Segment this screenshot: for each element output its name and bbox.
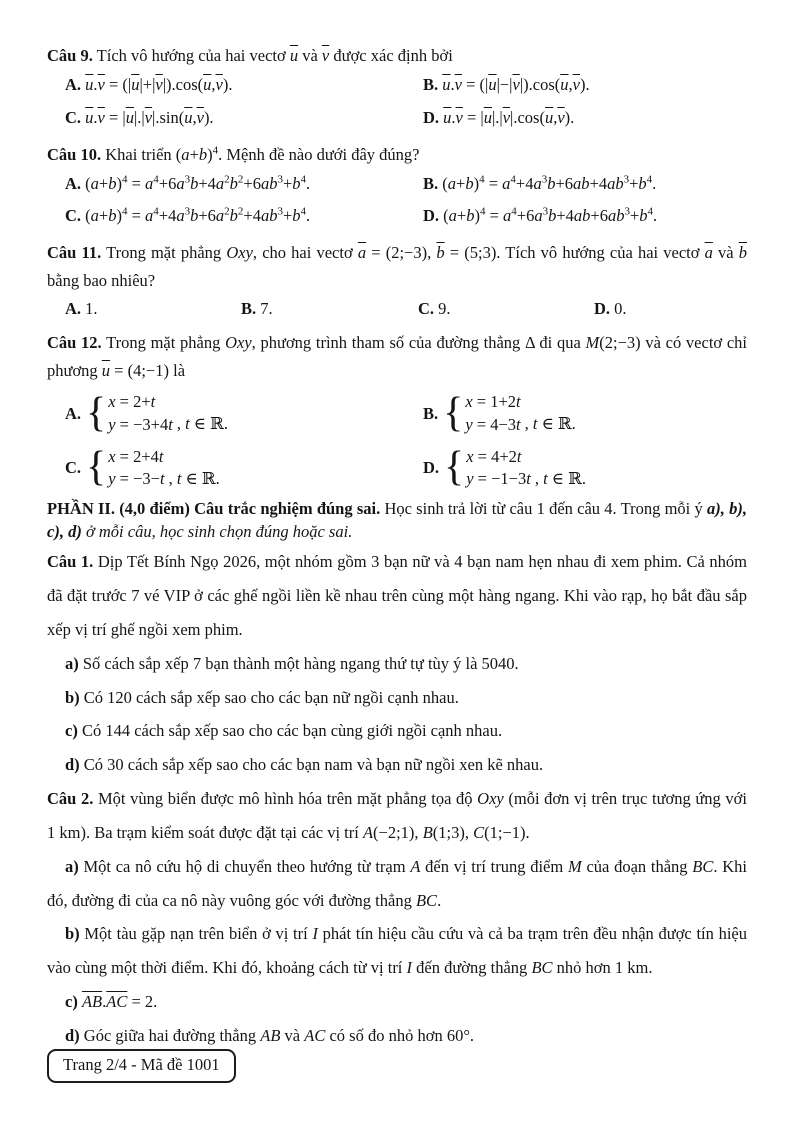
option-math: $(a+b)^4 = a^4+6a^3b+4a^2b^2+6ab^3+b^4$.: [85, 173, 311, 193]
option-label: B.: [423, 74, 439, 94]
option-math: $\overline{u}.\overline{v} = |\overline{u}|.|\overline{v}|.\sin(\overline{u},\overline{v})$.: [85, 107, 214, 127]
part2-question-2: [47, 782, 747, 1053]
page-footer-box: [47, 1049, 236, 1083]
option-math: $(a+b)^4 = a^4+4a^3b+6ab+4ab^3+b^4$.: [442, 173, 657, 193]
left-brace: {: [86, 389, 107, 436]
equation-system: [466, 446, 531, 491]
parameter-domain: , t ∈ ℝ.: [176, 414, 228, 434]
question-9: [47, 42, 747, 133]
question-12-heading: Câu 12. Trong mặt phẳng Oxy, phương trình tham số của đường thẳng Δ đi qua M(2;−3) và có vectơ chỉ phương $\overline{u}$ = (4;−1) là: [47, 333, 748, 381]
question-11-option-a: [65, 295, 241, 323]
equation-x: x = 2+4t: [108, 447, 164, 467]
question-12-option-a: [65, 391, 423, 436]
question-12-options: [47, 391, 747, 490]
equation-system: [465, 391, 520, 436]
part2-question-2-item-d: d) Góc giữa hai đường thẳng AB và AC có số đo nhỏ hơn 60°.: [65, 1025, 475, 1045]
question-11-option-c: [418, 295, 594, 323]
option-label: A.: [65, 403, 82, 423]
equation-y: y = 4−3t: [465, 414, 521, 434]
option-label: C.: [65, 458, 82, 478]
part2-question-2-item-c: c) $\overline{AB}.\overline{AC} = 2$.: [65, 991, 158, 1011]
left-brace: {: [443, 389, 464, 436]
question-11-option-d: [594, 295, 747, 323]
equation-x: x = 2+t: [108, 392, 156, 412]
part2-question-1-intro: Câu 1. Dịp Tết Bính Ngọ 2026, một nhóm gồm 3 bạn nữ và 4 bạn nam hẹn nhau đi xem phim. Cả nhóm đã đặt trước 7 vé VIP ở các ghế ngồi liền kề nhau trên cùng một hàng ngang. Khi vào rạp, họ bắt đầu sắp xếp vị trí ghế ngồi xem phim.: [47, 552, 747, 640]
question-11-option-b: [241, 295, 418, 323]
option-math: $(a+b)^4 = a^4+6a^3b+4ab+6ab^3+b^4$.: [443, 205, 658, 226]
option-label: B.: [423, 403, 439, 423]
part2-question-2-intro: Câu 2. Một vùng biển được mô hình hóa trên mặt phẳng tọa độ Oxy (mỗi đơn vị trên trục tương ứng với 1 km). Ba trạm kiểm soát được đặt tại các vị trí A(−2;1), B(1;3), C(1;−1).: [47, 789, 747, 842]
question-10-option-b: [423, 170, 747, 199]
question-12-option-d: [423, 446, 747, 491]
option-label: A.: [65, 173, 82, 193]
question-10-option-a: [65, 170, 423, 199]
option-label: C.: [65, 107, 82, 127]
option-math: $\overline{u}.\overline{v} = (|\overline{u}|+|\overline{v}|).\cos(\overline{u},\overline{v})$.: [85, 74, 233, 94]
question-9-option-d: [423, 104, 747, 133]
option-math: $\overline{u}.\overline{v} = (|\overline{u}|-|\overline{v}|).\cos(\overline{u},\overline{v})$.: [442, 74, 590, 94]
option-value: 7.: [260, 299, 273, 319]
parameter-domain: , t ∈ ℝ.: [534, 468, 586, 488]
question-12-option-b: [423, 391, 747, 436]
question-10-options: [47, 170, 747, 232]
part2-question-2-item-b: b) Một tàu gặp nạn trên biển ở vị trí I phát tín hiệu cầu cứu và cả ba trạm trên đều nhận được tín hiệu vào cùng một thời điểm. Khi đó, khoảng cách từ vị trí I đến đường thẳng BC nhỏ hơn 1 km.: [47, 924, 748, 978]
option-label: D.: [423, 206, 440, 226]
question-11-heading: Câu 11. Trong mặt phẳng Oxy, cho hai vectơ $\overline{a}$ = (2;−3), $\overline{b}$ = (5;3). Tích vô hướng của hai vectơ $\overline{a}$ và $\overline{b}$ bằng bao nhiêu?: [47, 243, 748, 291]
option-label: C.: [418, 299, 435, 319]
option-value: 0.: [614, 299, 627, 319]
part2-question-1-item-b: b) Có 120 cách sắp xếp sao cho các bạn nữ ngồi cạnh nhau.: [65, 687, 459, 707]
option-label: A.: [65, 299, 82, 319]
question-12-option-c: [65, 446, 423, 491]
question-11: [47, 239, 747, 323]
question-9-option-a: [65, 71, 423, 100]
option-label: D.: [594, 299, 611, 319]
question-9-heading: Câu 9. Tích vô hướng của hai vectơ $\overline{u}$ và $\overline{v}$ được xác định bởi: [47, 46, 453, 65]
question-12: [47, 329, 747, 490]
equation-x: x = 4+2t: [466, 447, 522, 467]
equation-y: y = −3−t: [108, 469, 165, 489]
page-number-label: Trang 2/4 - Mã đề 1001: [63, 1055, 220, 1074]
question-11-options: [47, 295, 747, 323]
option-math: $(a+b)^4 = a^4+4a^3b+6a^2b^2+4ab^3+b^4$.: [85, 205, 311, 226]
left-brace: {: [86, 444, 107, 491]
section-2-header: PHẦN II. (4,0 điểm) Câu trắc nghiệm đúng sai. Học sinh trả lời từ câu 1 đến câu 4. Trong mỗi ý a), b), c), d) ở mỗi câu, học sinh chọn đúng hoặc sai.: [47, 498, 747, 541]
part2-question-1-item-d: d) Có 30 cách sắp xếp sao cho các bạn nam và bạn nữ ngồi xen kẽ nhau.: [65, 755, 544, 775]
question-10-option-d: [423, 202, 747, 231]
part2-question-2-item-a: a) Một ca nô cứu hộ di chuyển theo hướng từ trạm A đến vị trí trung điểm M của đoạn thẳng BC. Khi đó, đường đi của ca nô này vuông góc với đường thẳng BC.: [47, 856, 747, 910]
parameter-domain: , t ∈ ℝ.: [168, 468, 220, 488]
option-label: A.: [65, 74, 82, 94]
equation-system: [108, 446, 164, 491]
question-10-option-c: [65, 202, 423, 231]
left-brace: {: [444, 444, 465, 491]
part2-question-1-item-a: a) Số cách sắp xếp 7 bạn thành một hàng ngang thứ tự tùy ý là 5040.: [65, 653, 519, 673]
option-value: 9.: [438, 299, 451, 319]
option-value: 1.: [85, 299, 98, 319]
question-9-option-b: [423, 71, 747, 100]
part2-question-1-item-c: c) Có 144 cách sắp xếp sao cho các bạn cùng giới ngồi cạnh nhau.: [65, 721, 503, 741]
equation-y: y = −3+4t: [108, 414, 173, 434]
option-label: B.: [241, 299, 257, 319]
option-label: B.: [423, 173, 439, 193]
question-10: [47, 141, 747, 232]
option-label: C.: [65, 206, 82, 226]
option-math: $\overline{u}.\overline{v} = |\overline{u}|.|\overline{v}|.\cos(\overline{u},\overline{v})$.: [443, 107, 575, 127]
question-9-option-c: [65, 104, 423, 133]
question-9-options: [47, 71, 747, 133]
parameter-domain: , t ∈ ℝ.: [524, 414, 576, 434]
question-10-heading: Câu 10. Khai triển $(a+b)^4$. Mệnh đề nào dưới đây đúng?: [47, 144, 420, 164]
option-label: D.: [423, 458, 440, 478]
equation-x: x = 1+2t: [465, 392, 521, 412]
part2-question-1: [47, 545, 747, 782]
equation-system: [108, 391, 173, 436]
equation-y: y = −1−3t: [466, 469, 531, 489]
option-label: D.: [423, 107, 440, 127]
